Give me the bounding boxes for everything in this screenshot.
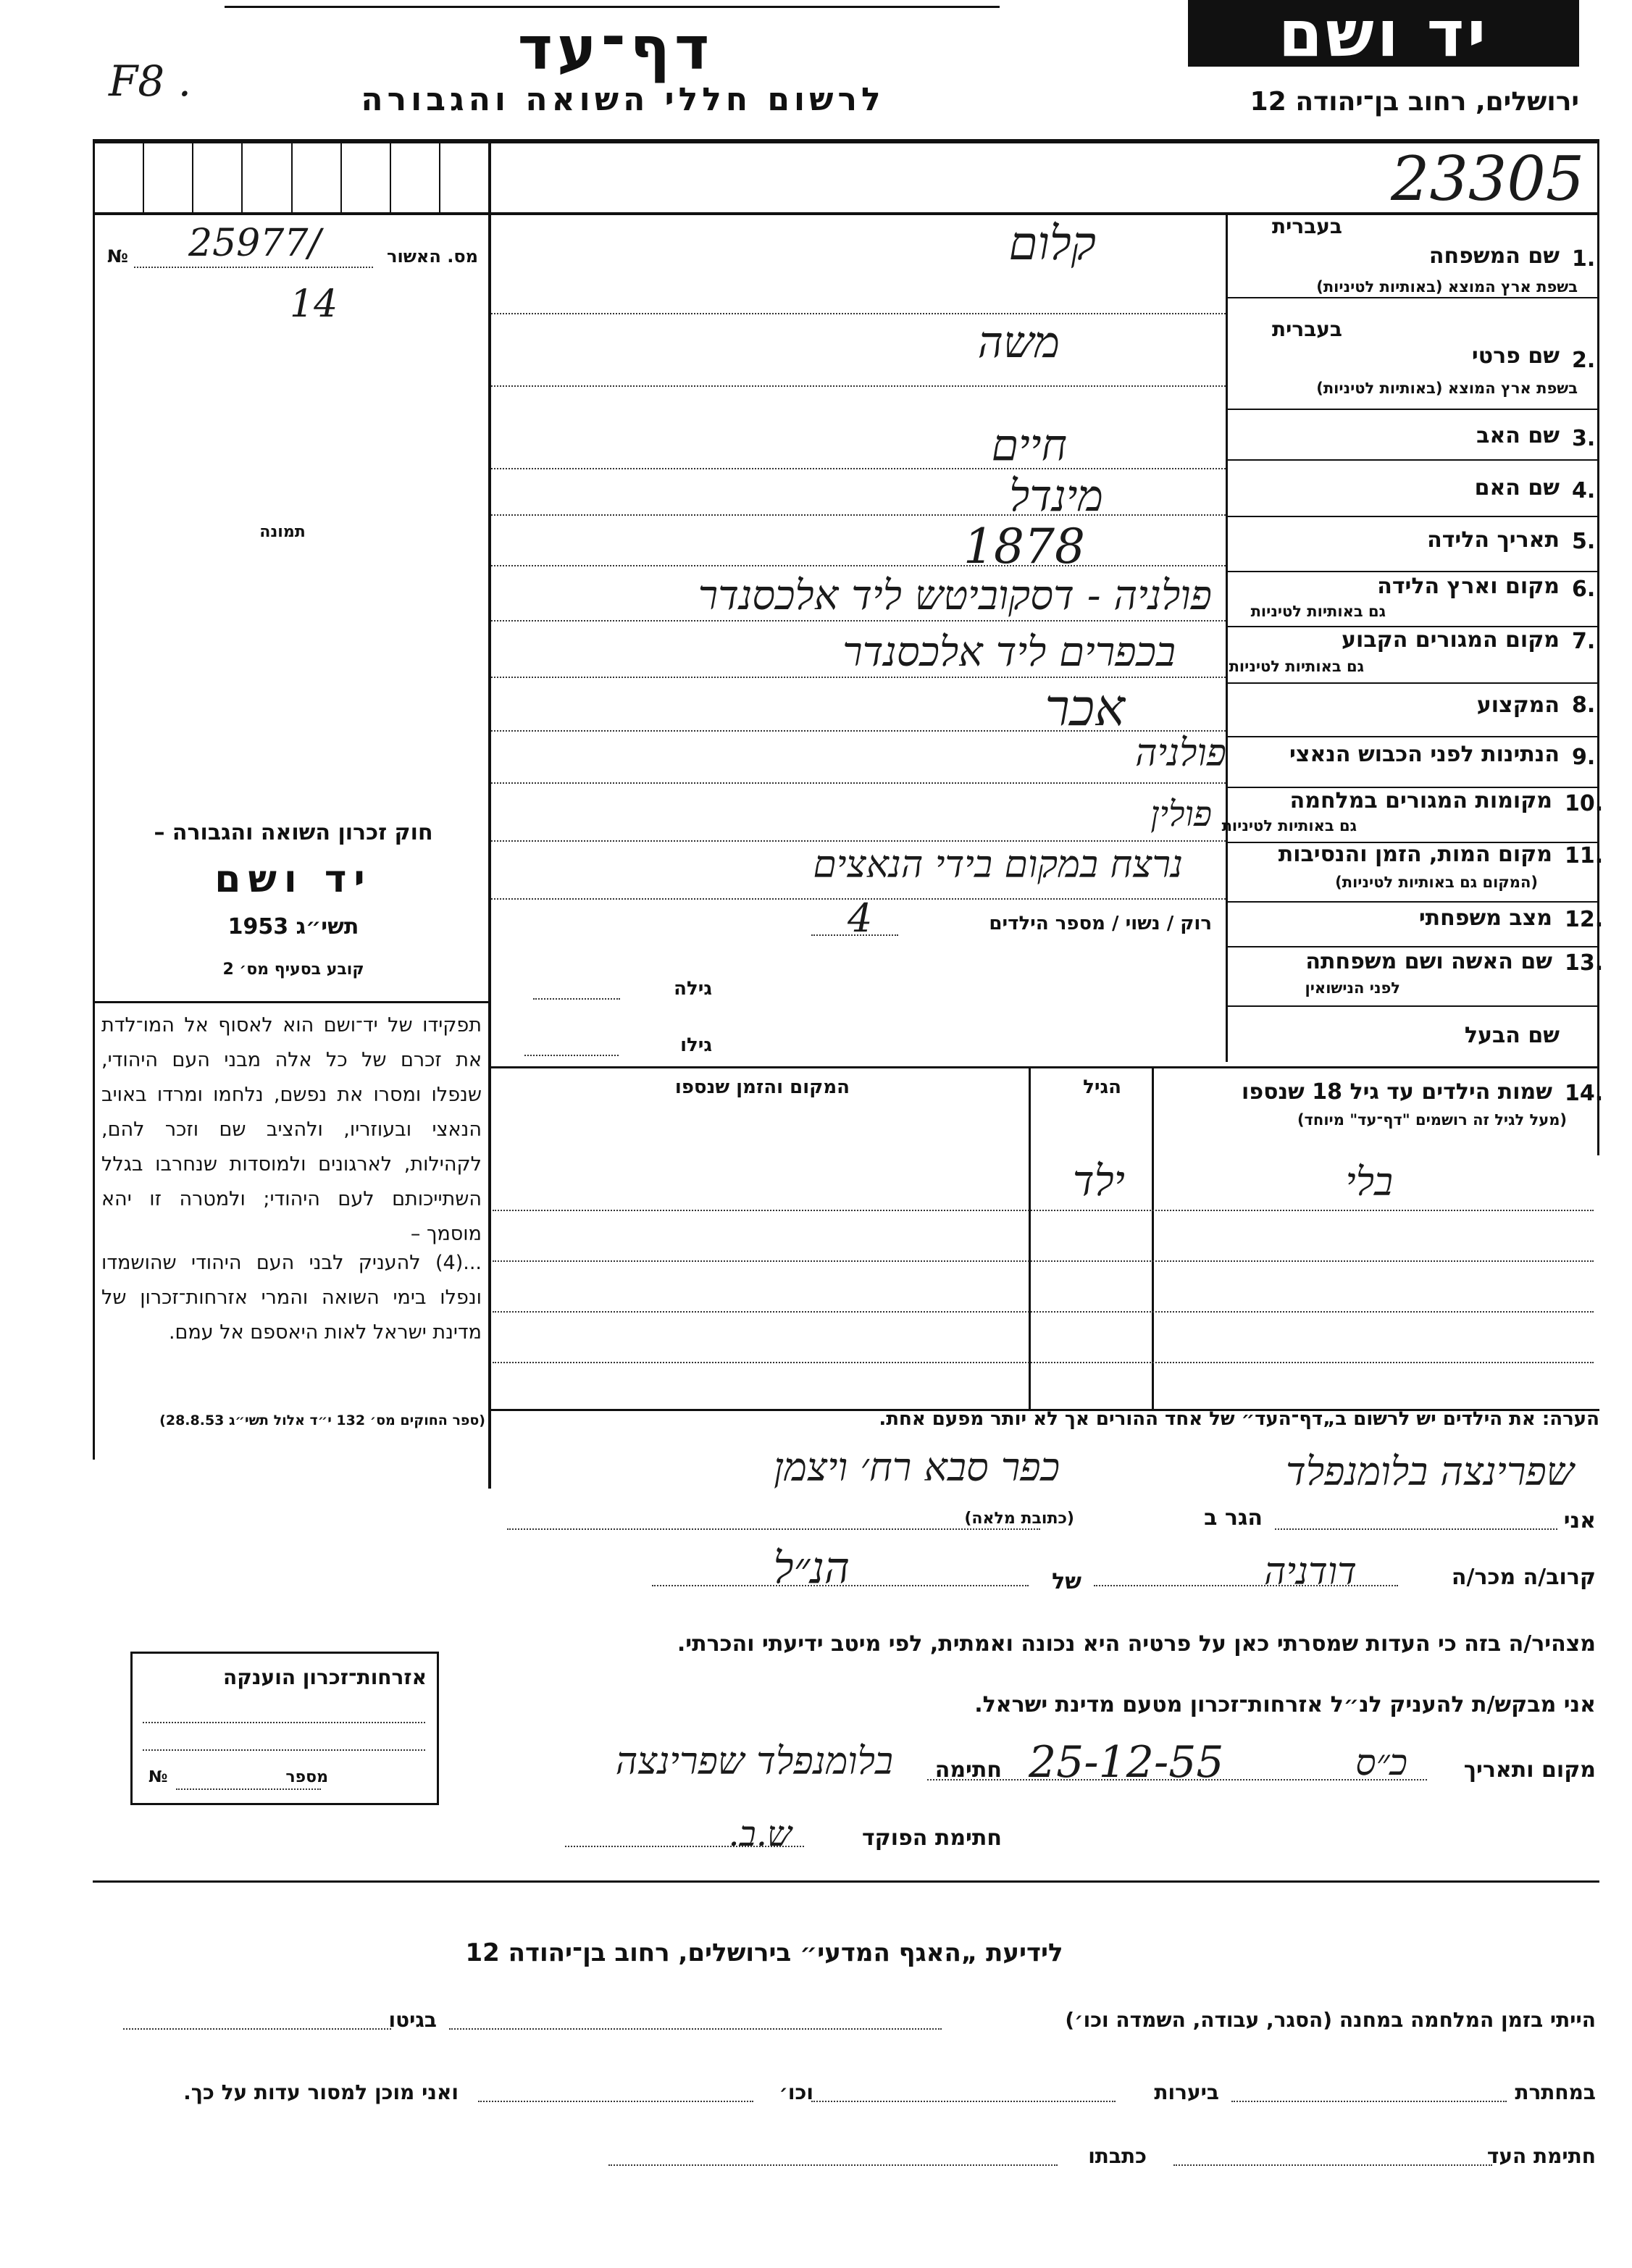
citizenship-number-label: מספר — [285, 1768, 328, 1786]
declarant-name: שפרינצה בלומנפלד — [1286, 1449, 1574, 1494]
index-boxes — [95, 143, 488, 212]
field-9-label: הנתינות לפני הכבוש הנאצי — [1289, 742, 1560, 767]
field-12-options: רוק / נשוי / מספר הילדים — [989, 913, 1212, 934]
field-11-num: 11. — [1565, 843, 1604, 869]
approval-no-sign: № — [107, 246, 128, 267]
declaration-note: הערה: את הילדים יש לרשום ב„דף־העד״ של אחד ההורים אך לא יותר מפעם אחת. — [879, 1408, 1599, 1430]
field-7-num: 7. — [1572, 629, 1596, 654]
declaration-request: אני מבקש/ת להעניק לנ״ל אזרחות־זכרון מטעם מדינת ישראל. — [974, 1692, 1596, 1717]
footer-testimony-label: ואני מוכן למסור עדות על כך. — [183, 2080, 459, 2104]
law-name: יד ושם — [214, 858, 372, 901]
field-1-num: 1. — [1572, 246, 1596, 272]
photo-label: תמונה — [259, 523, 306, 541]
field-5-label: תאריך הלידה — [1427, 527, 1560, 553]
label-divider — [1226, 214, 1228, 1062]
field-6-num: 6. — [1572, 577, 1596, 602]
field-11-sub: (המקום גם באותיות לטיניות) — [1335, 874, 1538, 891]
field-7-label: מקום המגורים הקבוע — [1342, 627, 1560, 653]
field-10-value: פולין — [1150, 794, 1212, 834]
field-4-value: מינדל — [1009, 471, 1103, 522]
children-label: שמות הילדים עד גיל 18 שנספו — [1242, 1079, 1552, 1105]
citizenship-box-title: אזרחות־זכרון הוענקה — [223, 1665, 427, 1689]
field-6-value: פולניה - דסקוביטש ליד אלכסנדר — [698, 572, 1212, 619]
field-1-sub: בשפת ארץ המוצא (באותיות לטיניות) — [1316, 278, 1578, 296]
law-clause: קובע בסעיף מס׳ 2 — [222, 961, 364, 979]
field-3-label: שם האב — [1476, 423, 1560, 448]
footer-rule — [93, 1880, 1599, 1883]
field-8-num: 8. — [1572, 692, 1596, 718]
approval-line — [134, 267, 373, 268]
field-9-num: 9. — [1572, 745, 1596, 770]
of-label: של — [1052, 1569, 1081, 1594]
i-label: אני — [1563, 1508, 1596, 1533]
field-13-num: 13. — [1565, 950, 1604, 976]
field-10-sub: גם באותיות לטיניות — [1221, 817, 1357, 834]
field-7-sub: גם באותיות לטיניות — [1229, 658, 1364, 675]
children-num: 14. — [1565, 1081, 1604, 1106]
footer-ghetto-label: בגיטו — [388, 2008, 437, 2032]
official-signature-label: חתימת הפוקד — [862, 1825, 1002, 1851]
footer-witness-signature-label: חתימת העד — [1486, 2144, 1596, 2168]
place-date-label: מקום ותאריך — [1463, 1757, 1596, 1783]
footer-address-label: כתבתו — [1088, 2144, 1147, 2168]
field-5-num: 5. — [1572, 529, 1596, 554]
declaration-statement: מצהיר/ה בזה כי העדות שמסרתי כאן על פרטיה היא נכונה ואמתית, לפי מיטב ידיעתי והכרתי. — [677, 1631, 1596, 1657]
official-signature-value: ש.ב. — [728, 1814, 792, 1854]
date-value: 25-12-55 — [1029, 1737, 1224, 1788]
field-2-sub: בשפת ארץ המוצא (באותיות לטיניות) — [1316, 380, 1578, 397]
wife-age-label: גילה — [674, 978, 712, 1000]
frame-divider — [488, 141, 491, 1489]
field-12-num: 12. — [1565, 907, 1604, 932]
signature-label: חתימה — [934, 1757, 1002, 1783]
field-2-num: 2. — [1572, 348, 1596, 373]
child-1-age: ילד — [1072, 1156, 1125, 1205]
header-address: ירושלים, רחוב בן־יהודה 12 — [1250, 87, 1579, 117]
field-2-hebrew-tag: בעברית — [1271, 317, 1342, 341]
law-paragraph-2: ...(4) להעניק לבני העם היהודי שהושמדו ונפלו בימי השואה והמרי אזרחות־זכרון של מדינת ישראל לאות היאספם אל עמם. — [101, 1252, 482, 1344]
field-8-value: אכר — [1045, 678, 1125, 737]
field-11-label: מקום המות, הזמן והנסיבות — [1278, 842, 1552, 867]
relative-label: קרוב/ה מכר/ה — [1451, 1565, 1596, 1590]
field-12-value: 4 — [848, 895, 873, 941]
field-9-value: פולניה — [1135, 732, 1226, 775]
field-1-label: שם המשפחה — [1428, 243, 1560, 269]
footer-underground-label: במחתרת — [1515, 2080, 1596, 2104]
field-3-num: 3. — [1572, 426, 1596, 451]
corner-note: F8 . — [109, 57, 192, 106]
field-10-label: מקומות המגורים במלחמה — [1289, 788, 1552, 813]
children-age-header: הגיל — [1083, 1076, 1121, 1098]
field-2-value: משה — [977, 317, 1060, 368]
field-3-value: חיים — [991, 420, 1067, 471]
form-title: דף־עד — [517, 14, 714, 83]
citizenship-box — [130, 1652, 439, 1805]
field-8-label: המקצוע — [1476, 692, 1560, 718]
field-7-value: בכפרים ליד אלכסנדר — [842, 629, 1176, 676]
place-value: כ״ס — [1355, 1741, 1407, 1783]
yad-vashem-logo — [1188, 0, 1579, 71]
field-10-num: 10. — [1565, 791, 1604, 816]
logo-text: יד ושם — [1278, 0, 1489, 71]
husband-label: שם הבעל — [1464, 1023, 1560, 1048]
resides-label: הגר ב — [1204, 1505, 1263, 1531]
form-subtitle: לרשום חללי השואה והגבורה — [361, 81, 885, 118]
field-4-label: שם האם — [1474, 475, 1560, 501]
field-2-label: שם פרטי — [1471, 343, 1560, 369]
field-13-label: שם האשה ושם משפחתה — [1305, 949, 1552, 974]
field-1-hebrew-tag: בעברית — [1271, 214, 1342, 238]
approval-sub: 14 — [290, 283, 338, 326]
field-11-value: נרצח במקום בידי הנאצים — [813, 843, 1183, 887]
frame-right — [1597, 141, 1599, 1155]
top-rule — [225, 6, 1000, 8]
of-value: הנ״ל — [773, 1543, 850, 1594]
field-12-label: מצב משפחתי — [1418, 905, 1552, 931]
signature-value: בלומנפלד שפרינצה — [615, 1740, 893, 1783]
footer-forests-label: ביערות — [1154, 2080, 1219, 2104]
relation-value: דודניה — [1264, 1550, 1357, 1594]
citizenship-number-sign: № — [148, 1768, 168, 1786]
declarant-address: כפר סבא רח׳ ויצמן — [774, 1444, 1060, 1490]
field-6-sub: גם באותיות לטיניות — [1250, 603, 1386, 620]
field-1-value: קלום — [1008, 217, 1096, 271]
footer-etc-label: וכו׳ — [779, 2080, 813, 2104]
frame-left — [93, 141, 95, 1460]
law-source: (ספר החוקים מס׳ 132 י״ד אלול תשי״ג 28.8.53) — [159, 1413, 485, 1428]
husband-age-label: גילו — [680, 1034, 712, 1056]
page-number: 23305 — [1391, 143, 1585, 214]
child-1-name: בלי — [1345, 1159, 1393, 1205]
approval-label: מס. האשור — [387, 246, 478, 267]
field-4-num: 4. — [1572, 478, 1596, 503]
address-hint: (כתובת מלאה) — [964, 1510, 1074, 1528]
law-paragraph-1: תפקידו של יד־ושם הוא לאסוף אל המו־לדת את זכרם של כל אלה מבני העם היהודי, שנפלו ומסרו את נפשם, נלחמו ומרדו באויב הנאצי ובעוזריו, ולהציב שם וזכר להם, לקהילות, לארגונים ולמוסדות שנחרבו בגלל השתייכותם לעם היהודי; ולמטרה זו יהא מוסמך – — [101, 1014, 482, 1245]
field-5-value: 1878 — [963, 519, 1085, 574]
law-year: תשי״ג 1953 — [227, 914, 359, 940]
field-6-label: מקום וארץ הלידה — [1377, 574, 1560, 599]
approval-value: 25977/ — [188, 222, 321, 265]
children-sub: (מעל לגיל זה רושמים "דף־עד" מיוחד) — [1297, 1111, 1567, 1129]
field-13-sub: לפני הנישואין — [1305, 979, 1400, 997]
children-place-header: המקום והזמן שנספו — [674, 1076, 850, 1098]
footer-camp-label: הייתי בזמן המלחמה במחנה (הסגר, עבודה, השמדה וכו׳) — [1065, 2008, 1596, 2032]
children-top-rule — [491, 1066, 1599, 1068]
law-title: חוק זכרון השואה והגבורה – — [154, 820, 433, 845]
rule-below-boxes — [93, 212, 1599, 215]
footer-title: לידיעת „האגף המדעי״ בירושלים, רחוב בן־יהודה 12 — [465, 1938, 1063, 1967]
